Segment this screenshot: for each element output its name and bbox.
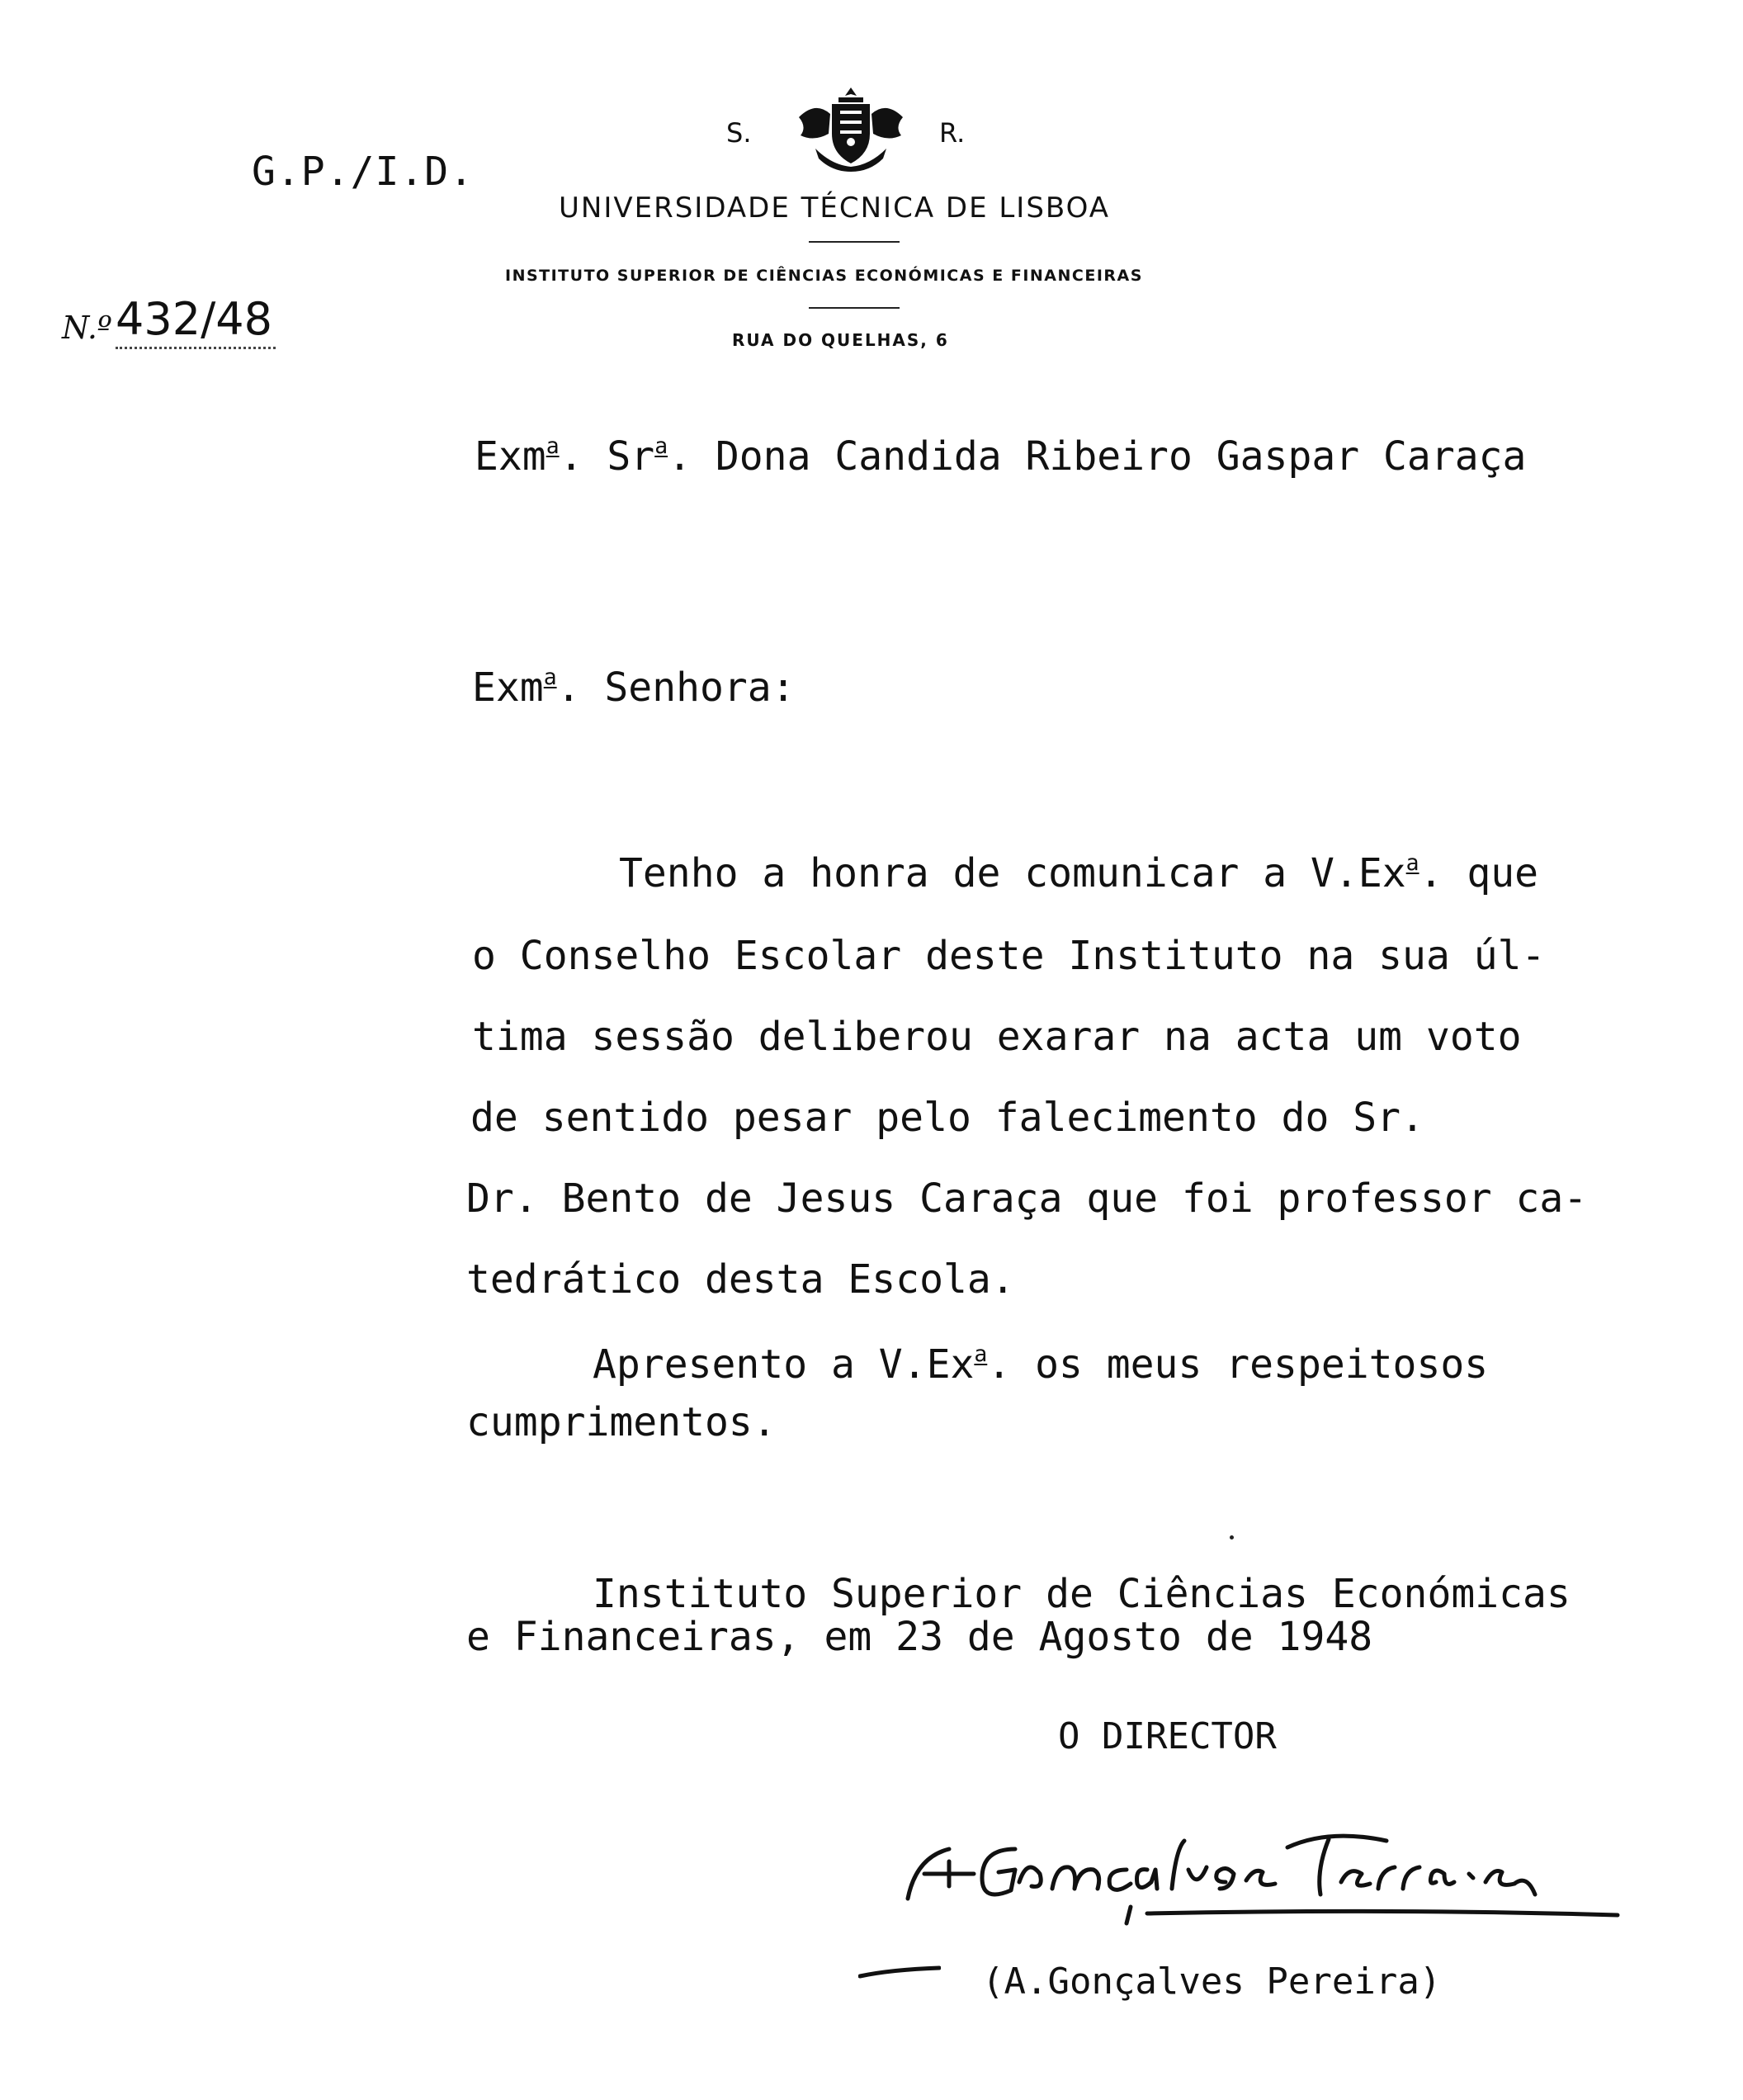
document-number: 432/48 <box>116 293 276 349</box>
institute-address: RUA DO QUELHAS, 6 <box>732 330 949 350</box>
body-line: tima sessão deliberou exarar na acta um voto <box>472 1014 1522 1060</box>
letterhead-s: S. <box>726 117 752 149</box>
university-name: UNIVERSIDADE TÉCNICA DE LISBOA <box>559 192 1111 225</box>
ink-dash <box>858 1965 941 1981</box>
body-line: o Conselho Escolar deste Instituto na sua úl- <box>472 933 1546 979</box>
divider <box>809 307 900 309</box>
signer-name: (A.Gonçalves Pereira) <box>982 1960 1442 2003</box>
coat-of-arms-icon <box>791 84 911 173</box>
divider <box>809 241 900 243</box>
salutation: Exm$^a$. Senhora: <box>472 665 796 711</box>
body-line: de sentido pesar pelo falecimento do Sr. <box>470 1095 1424 1141</box>
institute-name: INSTITUTO SUPERIOR DE CIÊNCIAS ECONÓMICAS E FINANCEIRAS <box>505 267 1143 285</box>
body-line: tedrático desta Escola. <box>466 1256 1015 1303</box>
body-line: Dr. Bento de Jesus Caraça que foi professor ca- <box>466 1175 1588 1222</box>
body-line: Apresento a V.Ex$^a$. os meus respeitosos <box>593 1341 1489 1388</box>
letterhead-r: R. <box>939 117 966 149</box>
signatory-title: O DIRECTOR <box>1058 1715 1277 1757</box>
ink-speck <box>1230 1535 1234 1540</box>
reference-code: G.P./I.D. <box>252 149 475 195</box>
body-line: Tenho a honra de comunicar a V.Ex$^a$. que <box>619 850 1539 896</box>
signature <box>900 1791 1675 1936</box>
place-date-line: Instituto Superior de Ciências Económicas <box>593 1571 1571 1617</box>
place-date-line: e Financeiras, em 23 de Agosto de 1948 <box>466 1614 1373 1660</box>
body-line: cumprimentos. <box>466 1399 777 1445</box>
addressee-line: Exm$^a$. Sr$^a$. Dona Candida Ribeiro Gaspar Caraça <box>475 433 1527 480</box>
number-label: N.º <box>62 310 112 346</box>
